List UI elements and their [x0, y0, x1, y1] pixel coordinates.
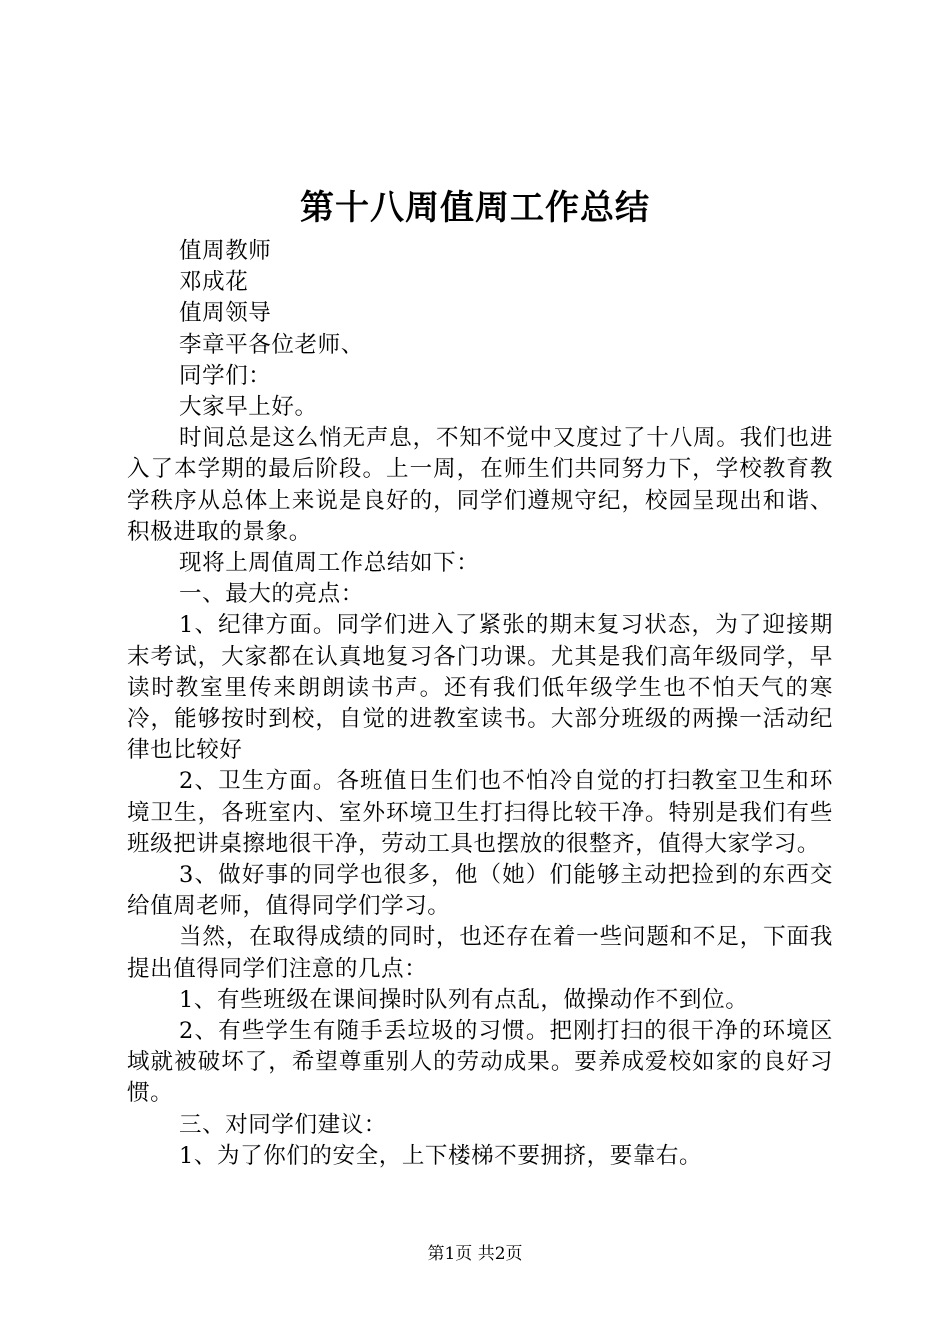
- paragraph: 一、最大的亮点：: [179, 581, 364, 608]
- paragraph: 同学们：: [179, 362, 272, 389]
- page-number-footer: 第1页 共2页: [427, 1244, 523, 1264]
- paragraph: 邓成花: [179, 269, 249, 296]
- paragraph: 当然，在取得成绩的同时，也还存在着一些问题和不足，下面我提出值得同学们注意的几点：: [127, 924, 833, 982]
- document-title: 第十八周值周工作总结: [300, 188, 650, 228]
- paragraph: 值周领导: [179, 300, 272, 327]
- paragraph: 时间总是这么悄无声息，不知不觉中又度过了十八周。我们也进入了本学期的最后阶段。上一周，在师生们共同努力下，学校教育教学秩序从总体上来说是良好的，同学们遵规守纪，校园呈现出和谐、积极进取的景象。: [127, 425, 833, 545]
- paragraph: 现将上周值周工作总结如下：: [179, 550, 480, 577]
- paragraph: 1、纪律方面。同学们进入了紧张的期末复习状态，为了迎接期末考试，大家都在认真地复习各门功课。尤其是我们高年级同学，早读时教室里传来朗朗读书声。还有我们低年级学生也不怕天气的寒冷，能够按时到校，自觉的进教室读书。大部分班级的两操一活动纪律也比较好: [127, 612, 833, 764]
- paragraph: 1、有些班级在课间操时队列有点乱，做操动作不到位。: [179, 986, 749, 1013]
- paragraph: 大家早上好。: [179, 394, 318, 421]
- paragraph: 3、做好事的同学也很多，他（她）们能够主动把捡到的东西交给值周老师，值得同学们学习。: [127, 862, 833, 920]
- paragraph: 2、卫生方面。各班值日生们也不怕冷自觉的打扫教室卫生和环境卫生，各班室内、室外环境卫生打扫得比较干净。特别是我们有些班级把讲桌擦地很干净，劳动工具也摆放的很整齐，值得大家学习。: [127, 768, 833, 857]
- paragraph: 2、有些学生有随手丢垃圾的习惯。把刚打扫的很干净的环境区域就被破坏了，希望尊重别人的劳动成果。要养成爱校如家的良好习惯。: [127, 1018, 833, 1107]
- paragraph: 值周教师: [179, 238, 272, 264]
- paragraph: 李章平各位老师、: [179, 331, 364, 358]
- paragraph: 三、对同学们建议：: [179, 1111, 387, 1138]
- document-body: [127, 236, 833, 1172]
- paragraph: 1、为了你们的安全，上下楼梯不要拥挤，要靠右。: [179, 1142, 703, 1169]
